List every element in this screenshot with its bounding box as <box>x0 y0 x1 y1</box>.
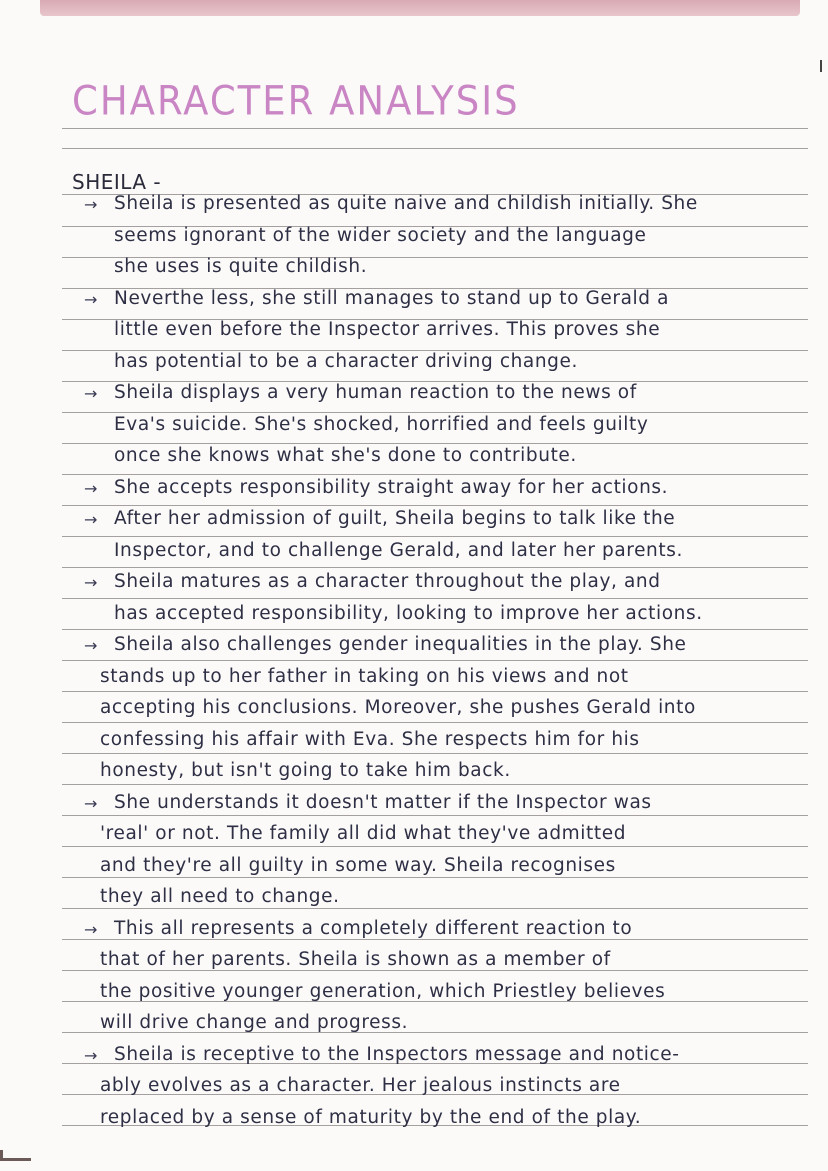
note-line: Sheila is presented as quite naive and childish initially. She <box>114 193 698 214</box>
ruled-line <box>62 598 808 599</box>
note-line: and they're all guilty in some way. Sheila recognises <box>100 854 616 876</box>
arrow-icon: → <box>84 919 98 939</box>
note-line: little even before the Inspector arrives. This proves she <box>114 319 661 340</box>
arrow-icon: → <box>84 384 98 403</box>
page-corner-mark <box>0 1150 31 1161</box>
note-line: will drive change and progress. <box>100 1012 409 1033</box>
note-line: She understands it doesn't matter if the Inspector was <box>114 791 652 813</box>
note-line: Sheila matures as a character throughout the play, and <box>114 571 661 592</box>
note-line: honesty, but isn't going to take him back. <box>100 760 511 781</box>
page-edge-mark <box>820 60 822 72</box>
ruled-line <box>62 753 808 754</box>
note-line: Eva's suicide. She's shocked, horrified and feels guilty <box>114 413 649 435</box>
note-line: confessing his affair with Eva. She respects him for his <box>100 728 640 750</box>
ruled-line <box>62 939 808 940</box>
ruled-line <box>62 722 808 723</box>
arrow-icon: → <box>84 510 98 529</box>
arrow-icon: → <box>84 289 98 309</box>
note-line: Sheila also challenges gender inequalities in the play. She <box>114 634 687 655</box>
note-line: once she knows what she's done to contribute. <box>114 445 577 466</box>
page-title: CHARACTER ANALYSIS <box>72 78 520 125</box>
ruled-line <box>62 970 808 971</box>
ruled-line <box>62 474 808 475</box>
note-line: Sheila is receptive to the Inspectors message and notice- <box>114 1043 680 1065</box>
note-line: 'real' or not. The family all did what they've admitted <box>100 823 627 844</box>
note-line: that of her parents. Sheila is shown as a member of <box>100 949 611 970</box>
ruled-line <box>62 567 808 568</box>
note-line: the positive younger generation, which Priestley believes <box>100 980 666 1002</box>
ruled-line <box>62 877 808 878</box>
note-line: has potential to be a character driving change. <box>114 350 578 372</box>
note-line: After her admission of guilt, Sheila begins to talk like the <box>114 508 676 529</box>
page-top-edge <box>40 0 800 16</box>
note-line: she uses is quite childish. <box>114 256 368 277</box>
note-line: This all represents a completely different reaction to <box>114 917 633 939</box>
note-line: seems ignorant of the wider society and the language <box>114 224 647 246</box>
note-line: they all need to change. <box>100 886 340 907</box>
arrow-icon: → <box>84 636 98 655</box>
ruled-line <box>62 629 808 630</box>
ruled-line <box>62 908 808 909</box>
note-line: stands up to her father in taking on his views and not <box>100 665 629 687</box>
ruled-line <box>62 815 808 816</box>
arrow-icon: → <box>84 573 98 592</box>
ruled-line <box>62 691 808 692</box>
ruled-line <box>62 505 808 506</box>
ruled-line <box>62 846 808 847</box>
note-line: has accepted responsibility, looking to improve her actions. <box>114 602 703 624</box>
ruled-line <box>62 148 808 149</box>
note-line: ably evolves as a character. Her jealous instincts are <box>100 1075 621 1096</box>
arrow-icon: → <box>84 793 98 813</box>
section-heading: SHEILA - <box>72 170 162 194</box>
note-line: She accepts responsibility straight away for her actions. <box>114 476 669 498</box>
arrow-icon: → <box>84 195 98 214</box>
ruled-line <box>62 784 808 785</box>
ruled-line <box>62 536 808 537</box>
note-line: accepting his conclusions. Moreover, she pushes Gerald into <box>100 697 696 718</box>
note-line: Sheila displays a very human reaction to the news of <box>114 382 637 403</box>
arrow-icon: → <box>84 478 98 498</box>
ruled-line <box>62 128 808 129</box>
ruled-line <box>62 443 808 444</box>
note-line: replaced by a sense of maturity by the end of the play. <box>100 1106 642 1128</box>
ruled-line <box>62 660 808 661</box>
note-line: Inspector, and to challenge Gerald, and later her parents. <box>114 539 683 561</box>
note-line: Neverthe less, she still manages to stand up to Gerald a <box>114 287 670 309</box>
arrow-icon: → <box>84 1045 98 1065</box>
